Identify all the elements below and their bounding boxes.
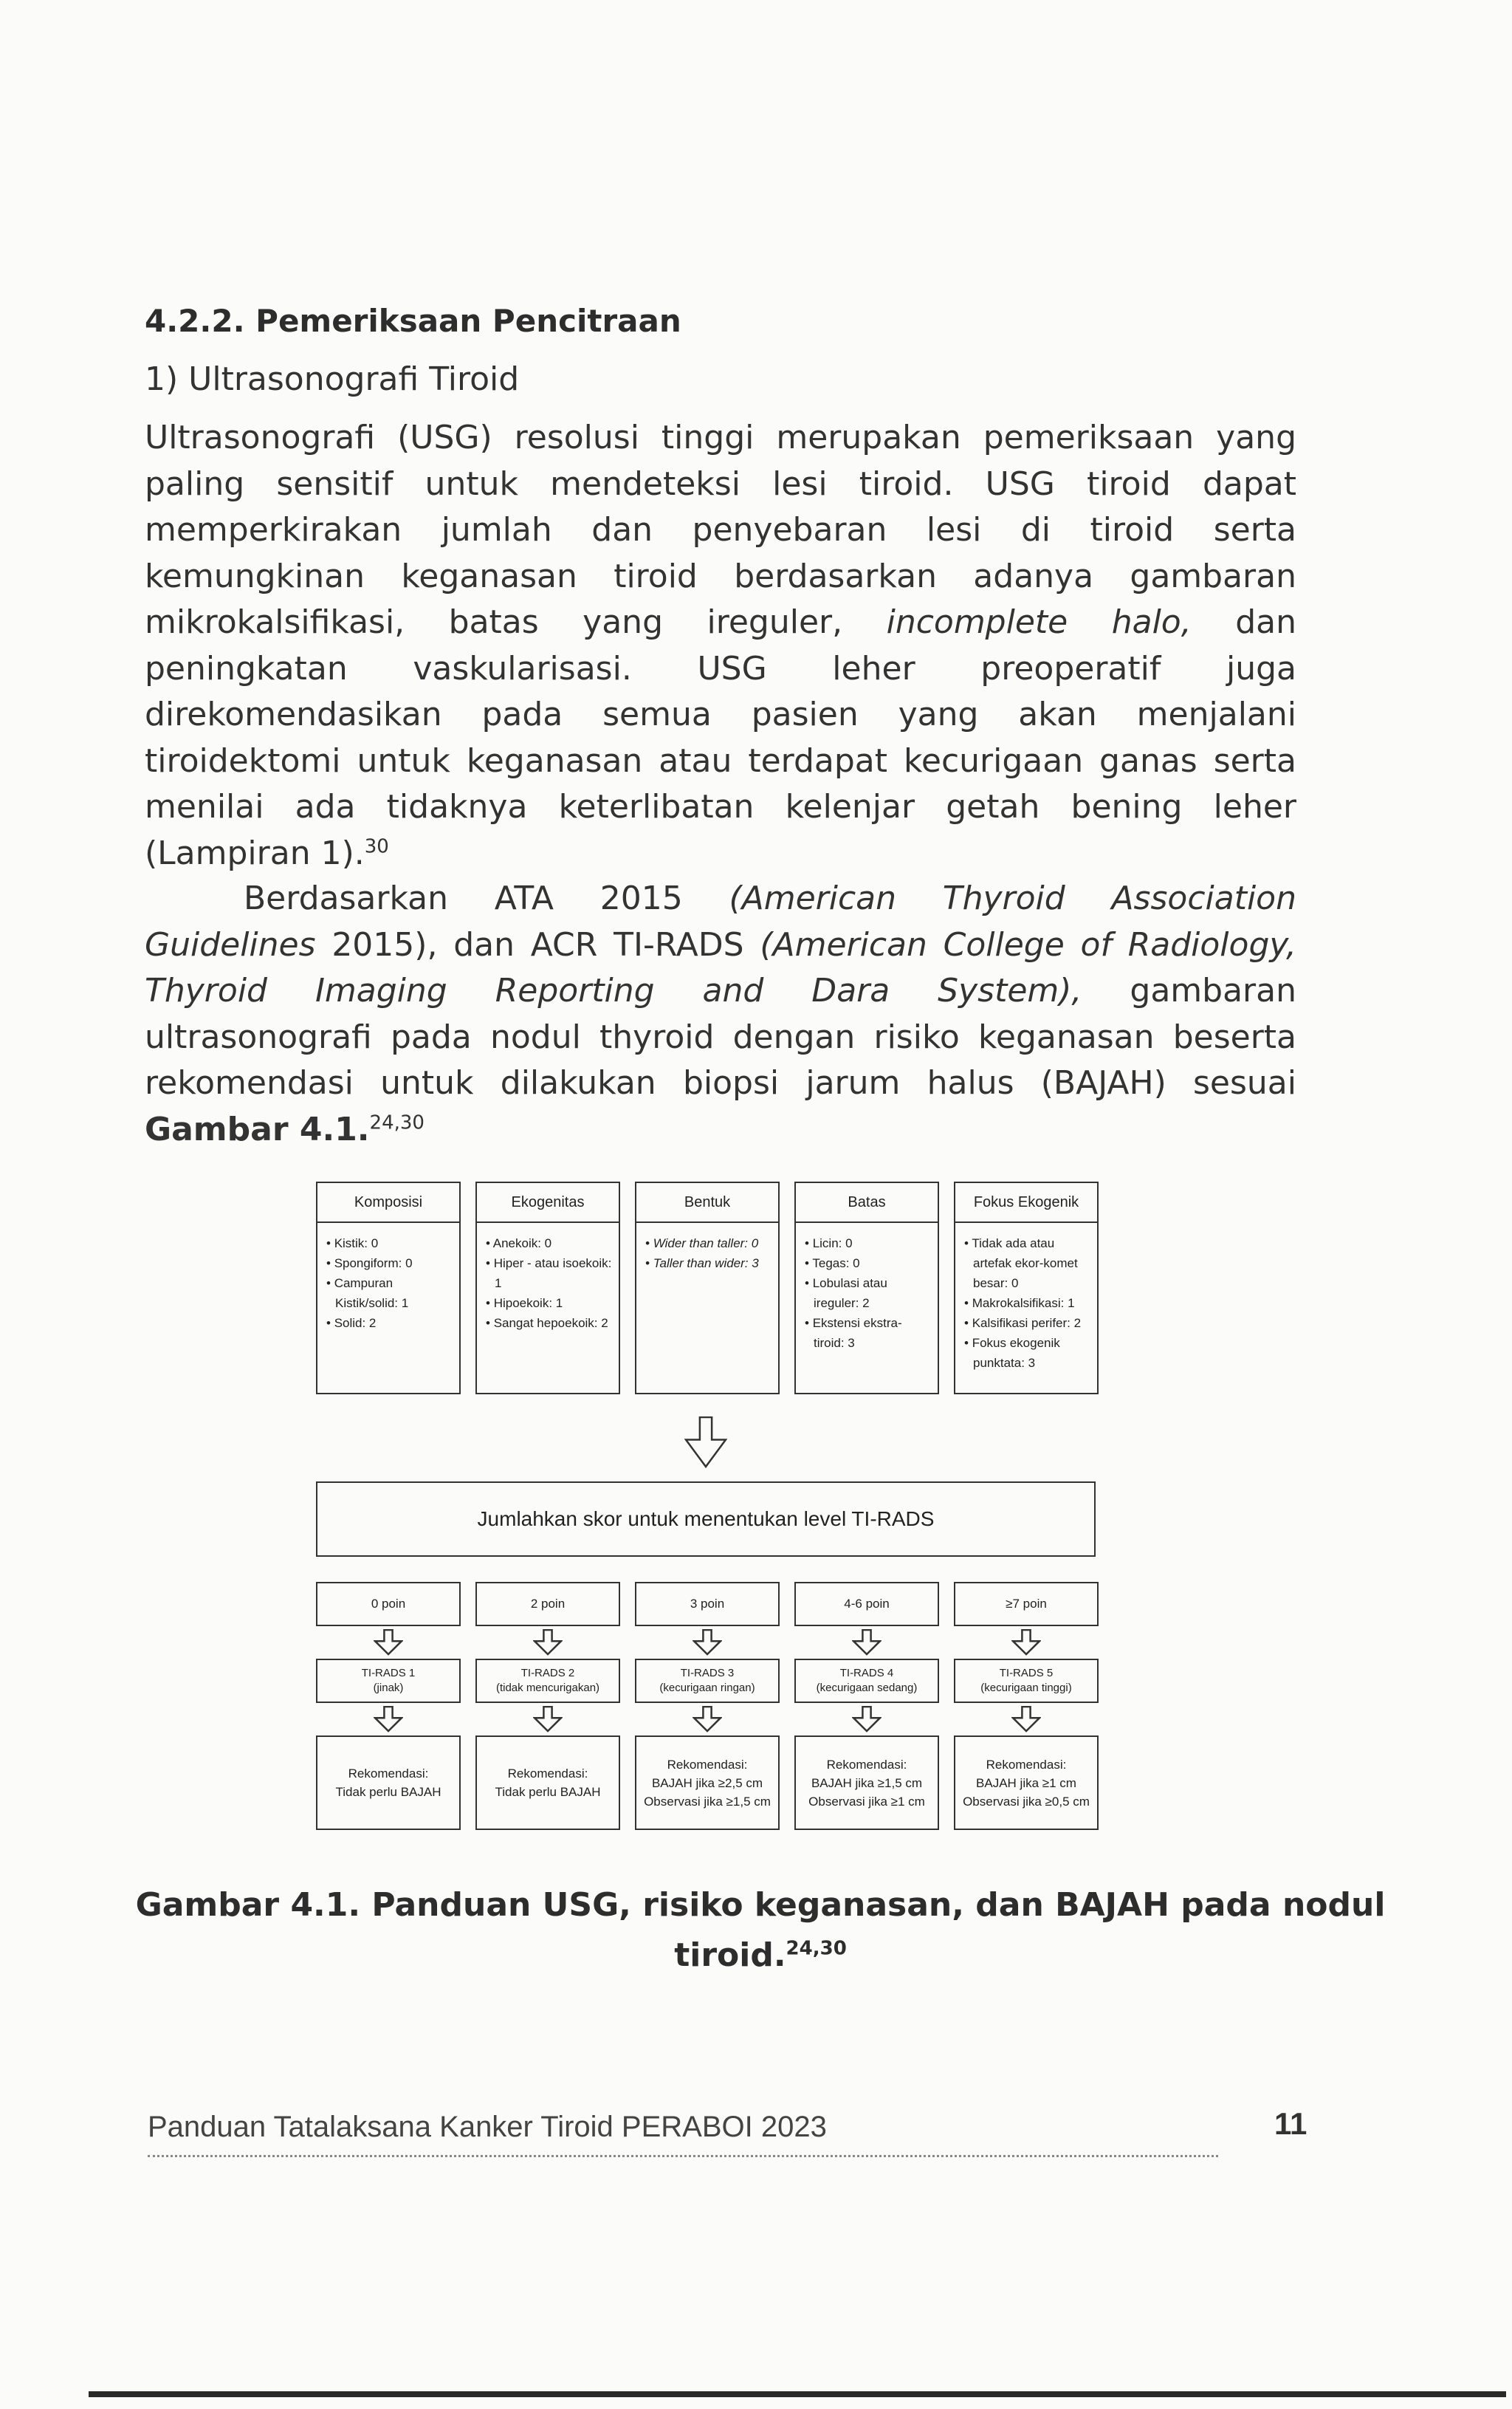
- criteria-list: [955, 1223, 1097, 1373]
- points-box: 3 poin: [635, 1582, 780, 1626]
- paragraph1-text: Ultrasonografi (USG) resolusi tinggi merupakan pemeriksaan yang paling sensitif untuk mendeteksi lesi tiroid. USG tiroid dapat memperkirakan jumlah dan penyebaran lesi di tiroid serta kemungkinan keganasan tiroid berdasarkan adanya gambaran mikrokalsifikasi, batas yang ireguler,: [145, 419, 1296, 641]
- criteria-box-batas: [794, 1182, 939, 1394]
- criteria-list: [796, 1223, 938, 1353]
- criteria-item: • Campuran Kistik/solid: 1: [326, 1273, 453, 1313]
- criteria-box-bentuk: [635, 1182, 780, 1394]
- paragraph2-text: Berdasarkan ATA 2015: [244, 880, 683, 917]
- paragraph2-italic1: (American Thyroid Association Guidelines: [145, 880, 1296, 964]
- criteria-item: • Licin: 0: [805, 1233, 932, 1253]
- criteria-item: • Kistik: 0: [326, 1233, 453, 1253]
- criteria-box-ekogenitas: [475, 1182, 620, 1394]
- criteria-item: • Ekstensi ekstra-tiroid: 3: [805, 1313, 932, 1353]
- arrow-down-icon: [693, 1706, 722, 1733]
- points-box: ≥7 poin: [954, 1582, 1099, 1626]
- footer-title: Panduan Tatalaksana Kanker Tiroid PERABOI 2023: [148, 2111, 827, 2143]
- criteria-item: • Kalsifikasi perifer: 2: [964, 1313, 1091, 1333]
- arrow-down-icon: [1011, 1706, 1041, 1733]
- criteria-item: • Makrokalsifikasi: 1: [964, 1293, 1091, 1313]
- arrow-down-icon: [852, 1629, 882, 1656]
- tirads-level-box: TI-RADS 5 (kecurigaan tinggi): [954, 1659, 1099, 1703]
- recommendation-box: Rekomendasi: Tidak perlu BAJAH: [475, 1735, 620, 1830]
- recommendation-box: Rekomendasi: BAJAH jika ≥2,5 cm Observasi jika ≥1,5 cm: [635, 1735, 780, 1830]
- tirads-level-box: TI-RADS 3 (kecurigaan ringan): [635, 1659, 780, 1703]
- arrow-down-icon: [533, 1629, 563, 1656]
- points-box: 2 poin: [475, 1582, 620, 1626]
- tirads-level-box: TI-RADS 4 (kecurigaan sedang): [794, 1659, 939, 1703]
- arrow-down-icon: [852, 1706, 882, 1733]
- paragraph2-italic2: (American College of Radiology, Thyroid Imaging Reporting and Dara System),: [145, 925, 1296, 1010]
- criteria-title: Fokus Ekogenik: [955, 1183, 1097, 1223]
- arrow-down-icon: [684, 1416, 727, 1468]
- criteria-list: [636, 1223, 778, 1273]
- criteria-list: [317, 1223, 459, 1333]
- criteria-item: • Tidak ada atau artefak ekor-komet besar: 0: [964, 1233, 1091, 1293]
- arrow-down-icon: [374, 1629, 403, 1656]
- caption-text: Gambar 4.1. Panduan USG, risiko keganasan, dan BAJAH pada nodul tiroid.: [135, 1886, 1386, 1974]
- criteria-title: Komposisi: [317, 1183, 459, 1223]
- paragraph-ata: [145, 876, 1296, 1153]
- paragraph2-figure-ref: Gambar 4.1.: [145, 1110, 370, 1148]
- criteria-item: • Anekoik: 0: [486, 1233, 613, 1253]
- paragraph2-text2: 2015), dan ACR TI-RADS: [331, 925, 744, 964]
- paragraph2-text3: gambaran ultrasonografi pada nodul thyroid dengan risiko keganasan beserta rekomendasi untuk dilakukan biopsi jarum halus (BAJAH) sesuai: [145, 972, 1296, 1102]
- arrow-down-icon: [533, 1706, 563, 1733]
- page-bottom-rule: [89, 2391, 1506, 2397]
- criteria-item: • Spongiform: 0: [326, 1253, 453, 1273]
- figure-caption: [118, 1880, 1403, 1981]
- paragraph1-italic: incomplete halo,: [886, 603, 1192, 641]
- criteria-title: Bentuk: [636, 1183, 778, 1223]
- criteria-item: • Lobulasi atau ireguler: 2: [805, 1273, 932, 1313]
- criteria-item: • Tegas: 0: [805, 1253, 932, 1273]
- section-heading: 4.2.2. Pemeriksaan Pencitraan: [145, 303, 681, 339]
- paragraph-usg: [145, 415, 1296, 877]
- criteria-box-fokus-ekogenik: [954, 1182, 1099, 1394]
- page-number: 11: [1274, 2106, 1307, 2141]
- paragraph1-ref: 30: [364, 835, 389, 857]
- arrow-down-icon: [374, 1706, 403, 1733]
- criteria-box-komposisi: [316, 1182, 461, 1394]
- recommendation-box: Rekomendasi: BAJAH jika ≥1,5 cm Observasi jika ≥1 cm: [794, 1735, 939, 1830]
- arrow-down-icon: [1011, 1629, 1041, 1656]
- criteria-item: • Taller than wider: 3: [645, 1253, 772, 1273]
- points-box: 0 poin: [316, 1582, 461, 1626]
- subsection-heading: 1) Ultrasonografi Tiroid: [145, 360, 520, 398]
- recommendation-box: Rekomendasi: BAJAH jika ≥1 cm Observasi jika ≥0,5 cm: [954, 1735, 1099, 1830]
- tirads-level-box: TI-RADS 1 (jinak): [316, 1659, 461, 1703]
- points-box: 4-6 poin: [794, 1582, 939, 1626]
- criteria-item: • Fokus ekogenik punktata: 3: [964, 1333, 1091, 1373]
- criteria-item: • Solid: 2: [326, 1313, 453, 1333]
- criteria-item: • Wider than taller: 0: [645, 1233, 772, 1253]
- caption-ref: 24,30: [786, 1937, 847, 1960]
- criteria-item: • Hipoekoik: 1: [486, 1293, 613, 1313]
- arrow-down-icon: [693, 1629, 722, 1656]
- criteria-list: [477, 1223, 619, 1333]
- footer-divider: [148, 2155, 1218, 2157]
- paragraph1-text2: dan peningkatan vaskularisasi. USG leher preoperatif juga direkomendasikan pada semua pasien yang akan menjalani tiroidektomi untuk keganasan atau terdapat kecurigaan ganas serta menilai ada tidaknya keterlibatan kelenjar getah bening leher (Lampiran 1).: [145, 603, 1296, 872]
- tirads-level-box: TI-RADS 2 (tidak mencurigakan): [475, 1659, 620, 1703]
- criteria-title: Batas: [796, 1183, 938, 1223]
- paragraph2-ref: 24,30: [369, 1111, 425, 1134]
- criteria-item: • Hiper - atau isoekoik: 1: [486, 1253, 613, 1293]
- criteria-title: Ekogenitas: [477, 1183, 619, 1223]
- sum-score-box: Jumlahkan skor untuk menentukan level TI-RADS: [316, 1481, 1096, 1557]
- recommendation-box: Rekomendasi: Tidak perlu BAJAH: [316, 1735, 461, 1830]
- criteria-item: • Sangat hepoekoik: 2: [486, 1313, 613, 1333]
